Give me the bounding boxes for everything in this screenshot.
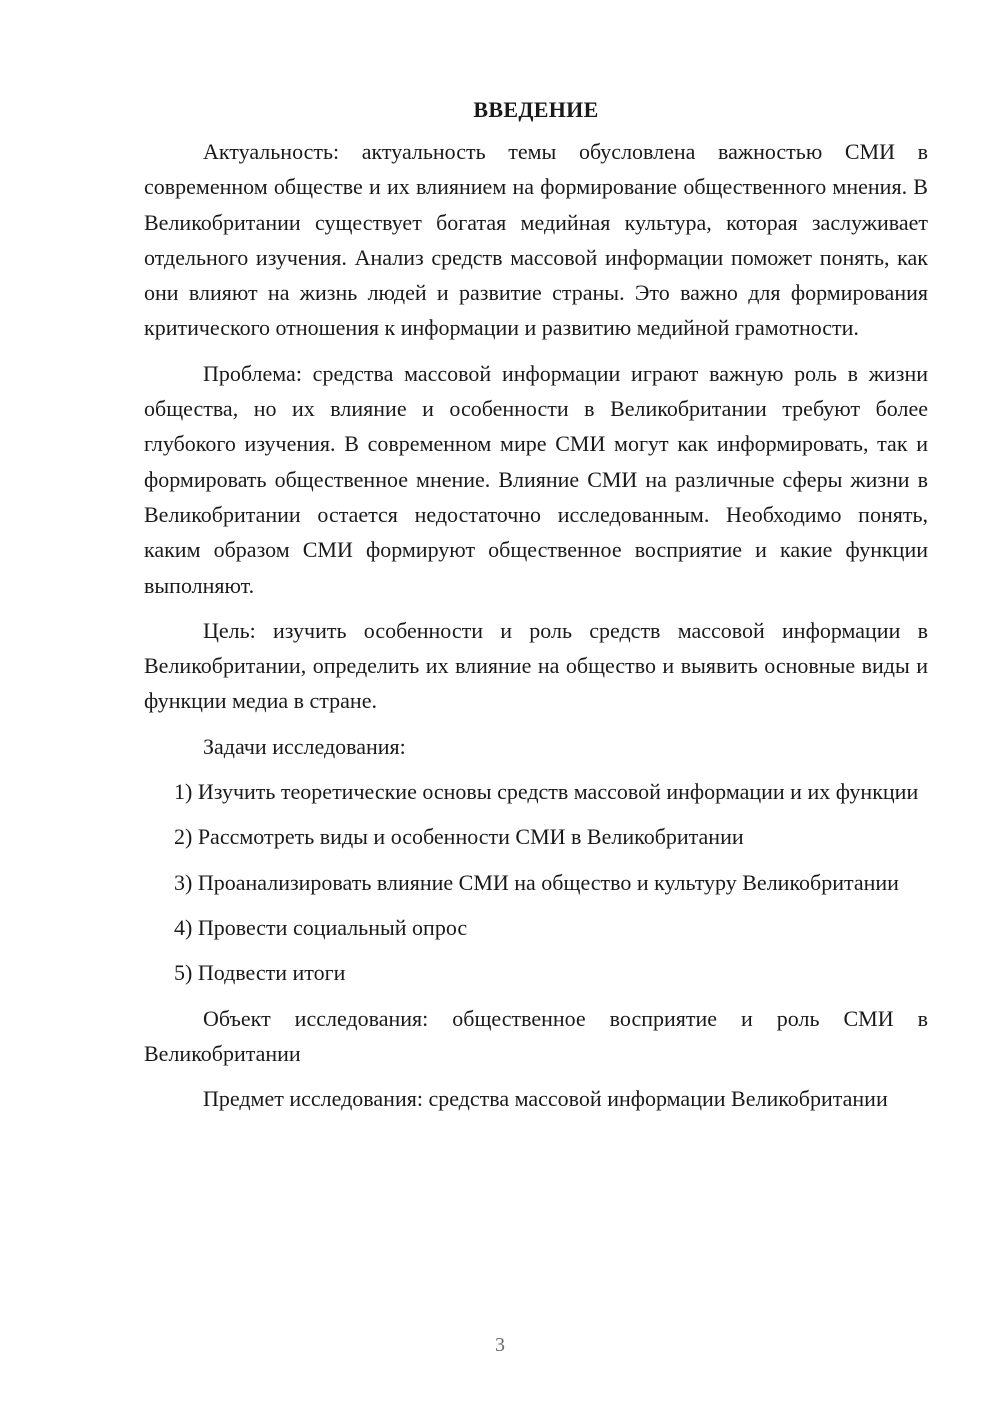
- page-number: 3: [495, 1334, 505, 1356]
- list-item: 1) Изучить теоретические основы средств массовой информации и их функции: [174, 779, 919, 805]
- relevance-paragraph: Актуальность: актуальность темы обусловлена важностью СМИ в современном обществе и их влиянием на формирование общественного мнения. В Великобритании существует богатая медийная культура, которая заслуживает отдельного изучения. Анализ средств массовой информации поможет понять, как они влияют на жизнь людей и развитие страны. Это важно для формирования критического отношения к информации и развитию медийной грамотности.: [144, 139, 928, 341]
- tasks-heading: Задачи исследования:: [203, 733, 406, 759]
- list-item: 2) Рассмотреть виды и особенности СМИ в Великобритании: [174, 824, 744, 850]
- problem-paragraph: Проблема: средства массовой информации играют важную роль в жизни общества, но их влияние и особенности в Великобритании требуют более глубокого изучения. В современном мире СМИ могут как информировать, так и формировать общественное мнение. Влияние СМИ на различные сферы жизни в Великобритании остается недостаточно исследованным. Необходимо понять, каким образом СМИ формируют общественное восприятие и какие функции выполняют.: [144, 360, 928, 598]
- list-item: 5) Подвести итоги: [174, 960, 346, 986]
- list-item: 3) Проанализировать влияние СМИ на общество и культуру Великобритании: [174, 869, 899, 895]
- document-page: [144, 92, 928, 1126]
- page-title: ВВЕДЕНИЕ: [473, 97, 599, 122]
- subject-paragraph: Предмет исследования: средства массовой информации Великобритании: [203, 1086, 888, 1112]
- list-item: 4) Провести социальный опрос: [174, 914, 468, 940]
- goal-paragraph: Цель: изучить особенности и роль средств массовой информации в Великобритании, определить их влияние на общество и выявить основные виды и функции медиа в стране.: [144, 617, 928, 714]
- object-paragraph: Объект исследования: общественное восприятие и роль СМИ в Великобритании: [144, 1005, 928, 1066]
